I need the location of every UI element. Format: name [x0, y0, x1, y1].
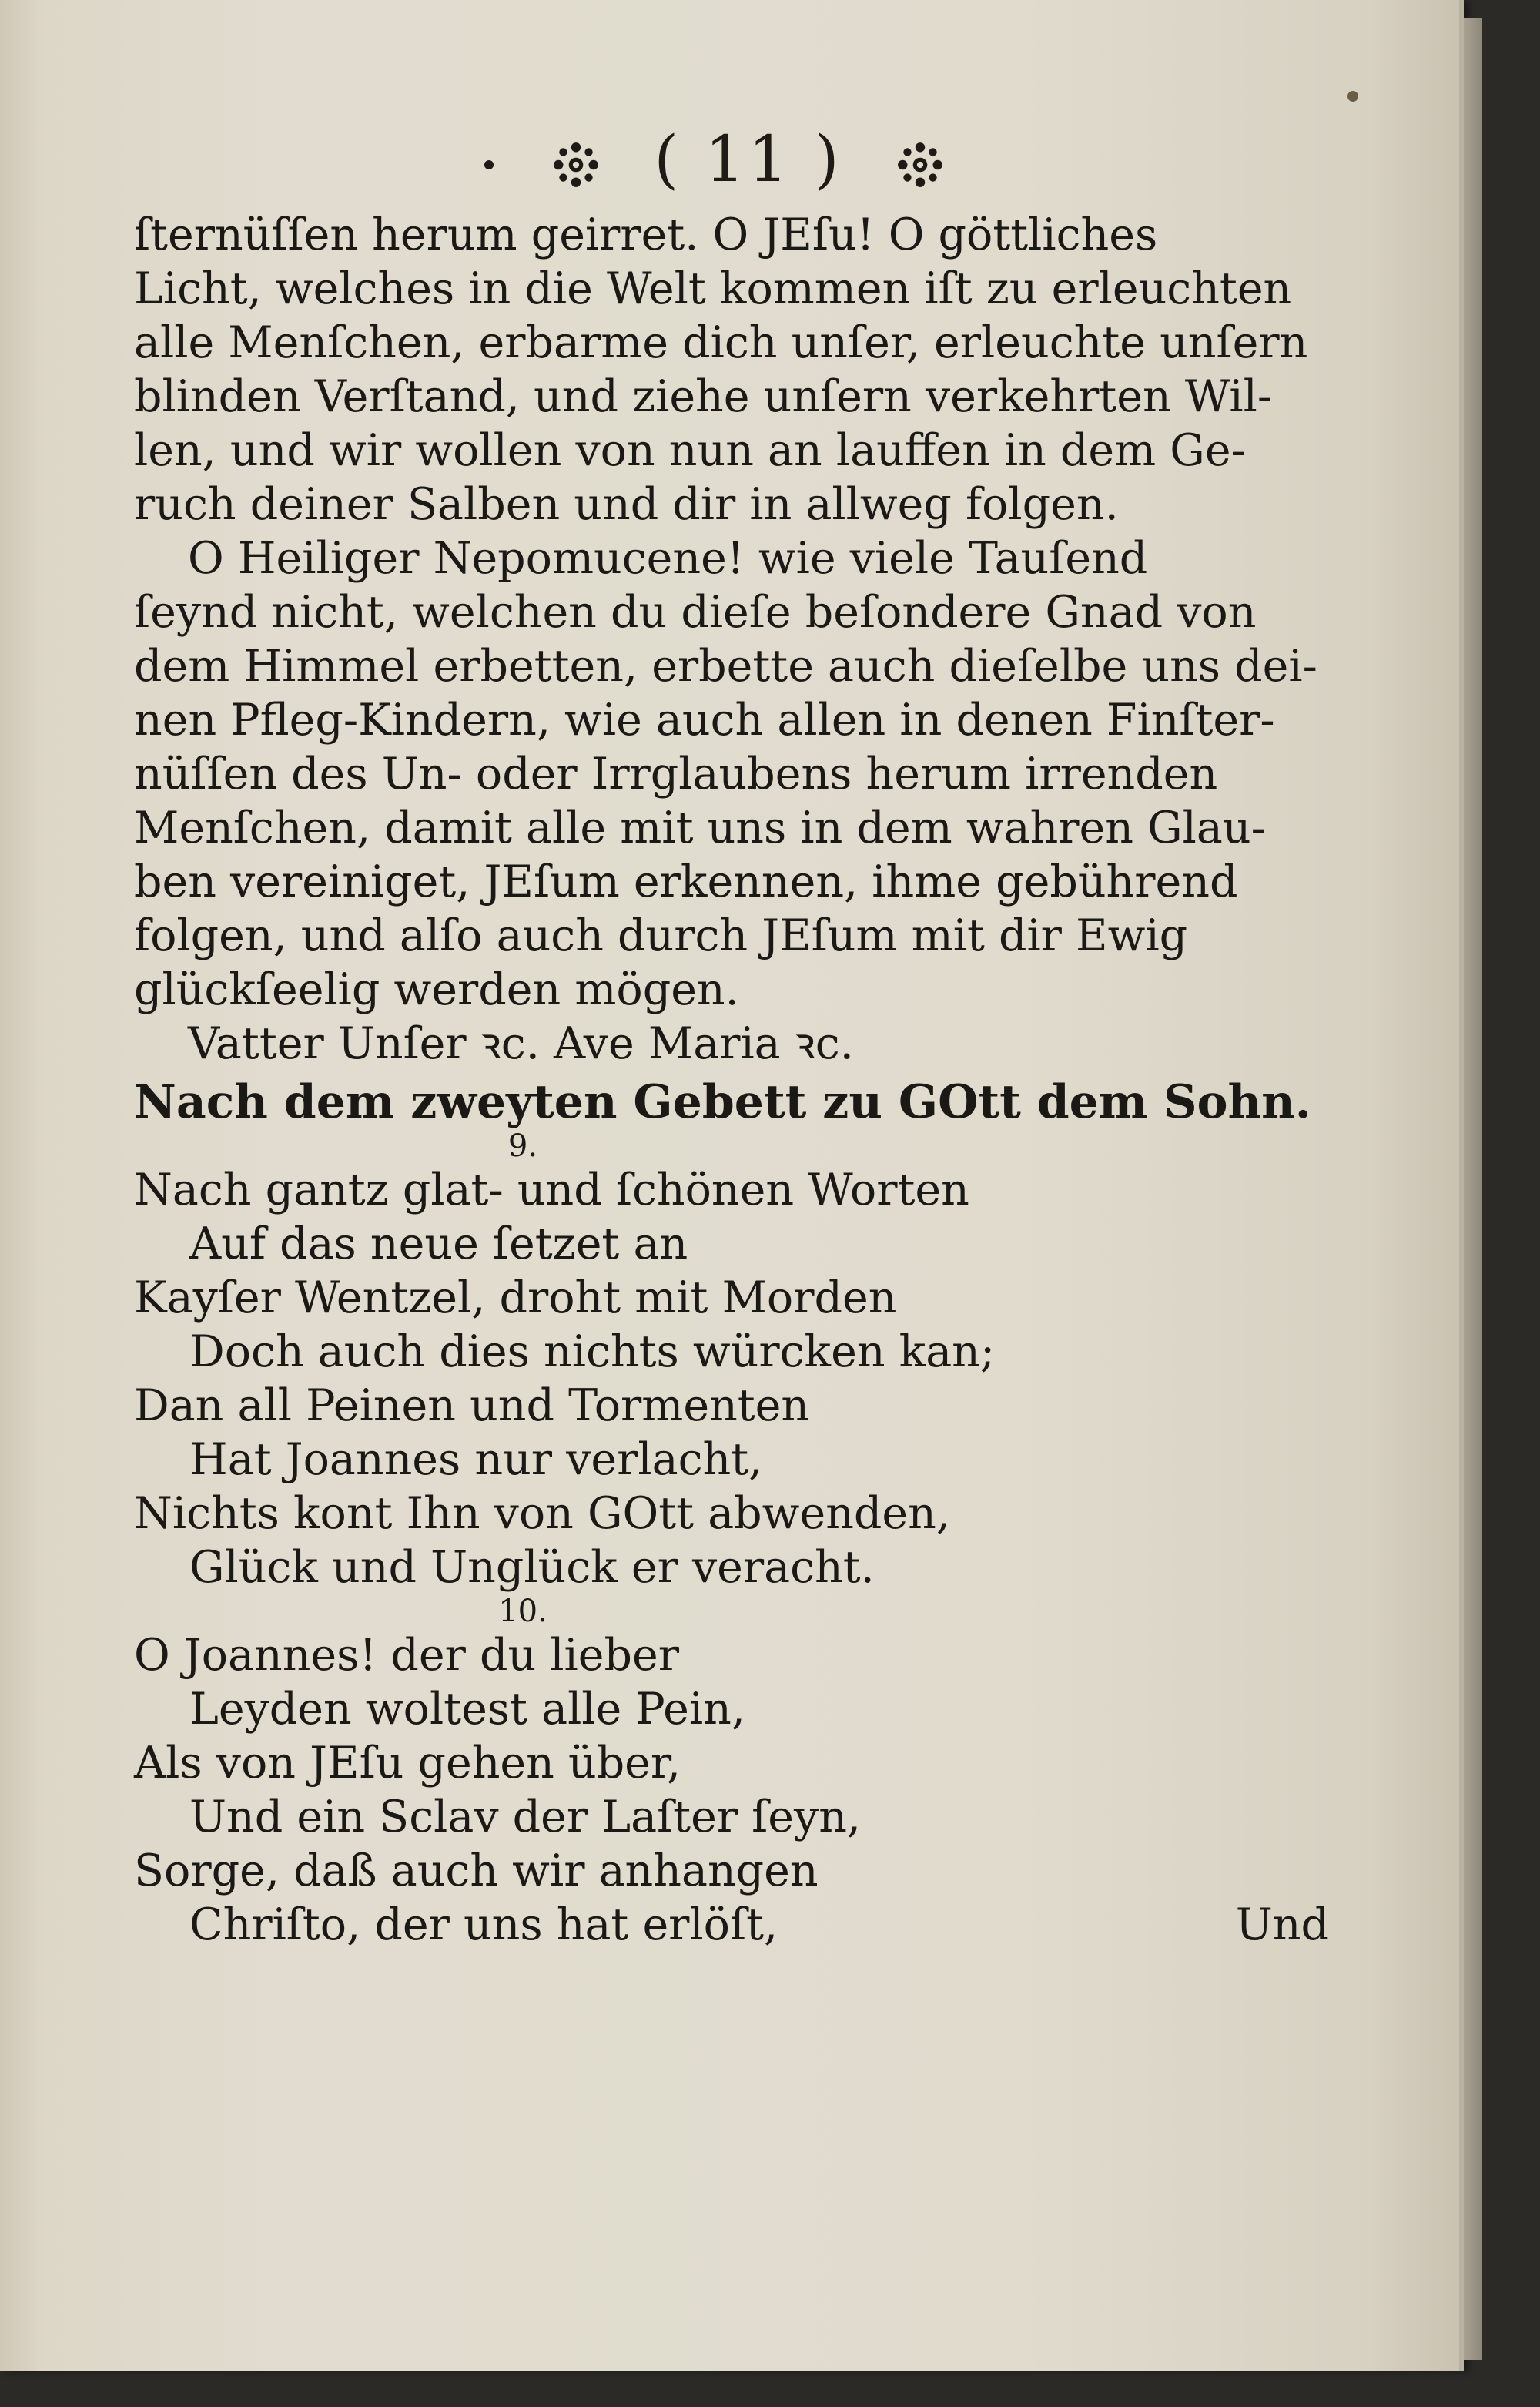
header-dot [484, 160, 494, 169]
page-number: ( 11 ) [654, 123, 842, 196]
prayer-line: dem Himmel erbetten, erbette auch dieſelbe uns dei- [134, 641, 1317, 692]
rosette-ornament-icon [552, 141, 600, 189]
prayer-line: O Heiliger Nepomucene! wie viele Tauſend [188, 533, 1148, 584]
verse-line: Leyden woltest alle Pein, [189, 1684, 745, 1735]
prayer-line: nüſſen des Un- oder Irrglaubens herum irrenden [134, 749, 1218, 800]
verse-line: Kayſer Wentzel, droht mit Morden [134, 1272, 897, 1323]
prose-line: ſternüſſen herum geirret. O JEſu! O göttliches [134, 210, 1158, 260]
prose-line: alle Menſchen, erbarme dich unſer, erleuchte unſern [134, 317, 1308, 368]
closing-line: Vatter Unſer ꝛc. Ave Maria ꝛc. [188, 1018, 854, 1069]
verse-line: Und ein Sclav der Laſter ſeyn, [189, 1792, 862, 1842]
page-edge [1464, 18, 1482, 2360]
verse-number: 9. [507, 1128, 538, 1164]
catchword: Und [1235, 1899, 1329, 1950]
verse-line: Chriſto, der uns hat erlöſt, [189, 1899, 778, 1950]
verse-line: Als von JEſu gehen über, [134, 1738, 681, 1788]
prayer-line: ben vereiniget, JEſum erkennen, ihme gebührend [134, 857, 1238, 907]
ink-speck [1348, 91, 1358, 102]
page-text [134, 208, 1329, 1952]
prose-line: ruch deiner Salben und dir in allweg folgen. [134, 479, 1119, 530]
verse-line: Nichts kont Ihn von GOtt abwenden, [134, 1488, 950, 1539]
verse-line: Sorge, daß auch wir anhangen [134, 1845, 819, 1896]
verse-line: Doch auch dies nichts würcken kan; [189, 1326, 996, 1377]
verse-line: O Joannes! der du lieber [134, 1630, 679, 1681]
section-heading: Nach dem zweyten Gebett zu GOtt dem Sohn. [134, 1075, 1311, 1129]
prayer-line: glückſeelig werden mögen. [134, 964, 739, 1015]
verse-line: Nach gantz glat- und ſchönen Worten [134, 1165, 969, 1215]
verse-number: 10. [498, 1594, 547, 1629]
prayer-line: nen Pfleg-Kindern, wie auch allen in denen Finſter- [134, 695, 1275, 746]
last-line-with-catchword [134, 1898, 1329, 1952]
rosette-ornament-icon [896, 141, 944, 189]
prose-line: Licht, welches in die Welt kommen iſt zu erleuchten [134, 263, 1292, 314]
verse-line: Auf das neue ſetzet an [189, 1219, 688, 1269]
prose-line: blinden Verſtand, und ziehe unſern verkehrten Wil- [134, 371, 1273, 422]
prayer-line: Menſchen, damit alle mit uns in dem wahren Glau- [134, 803, 1266, 853]
verse-line: Glück und Unglück er veracht. [189, 1542, 875, 1593]
prayer-line: folgen, und alſo auch durch JEſum mit dir Ewig [134, 910, 1188, 961]
page-header [0, 123, 1459, 196]
prose-line: len, und wir wollen von nun an lauffen in dem Ge- [134, 425, 1246, 476]
prayer-line: ſeynd nicht, welchen du dieſe beſondere Gnad von [134, 587, 1257, 638]
verse-line: Dan all Peinen und Tormenten [134, 1380, 810, 1431]
verse-line: Hat Joannes nur verlacht, [189, 1434, 763, 1485]
